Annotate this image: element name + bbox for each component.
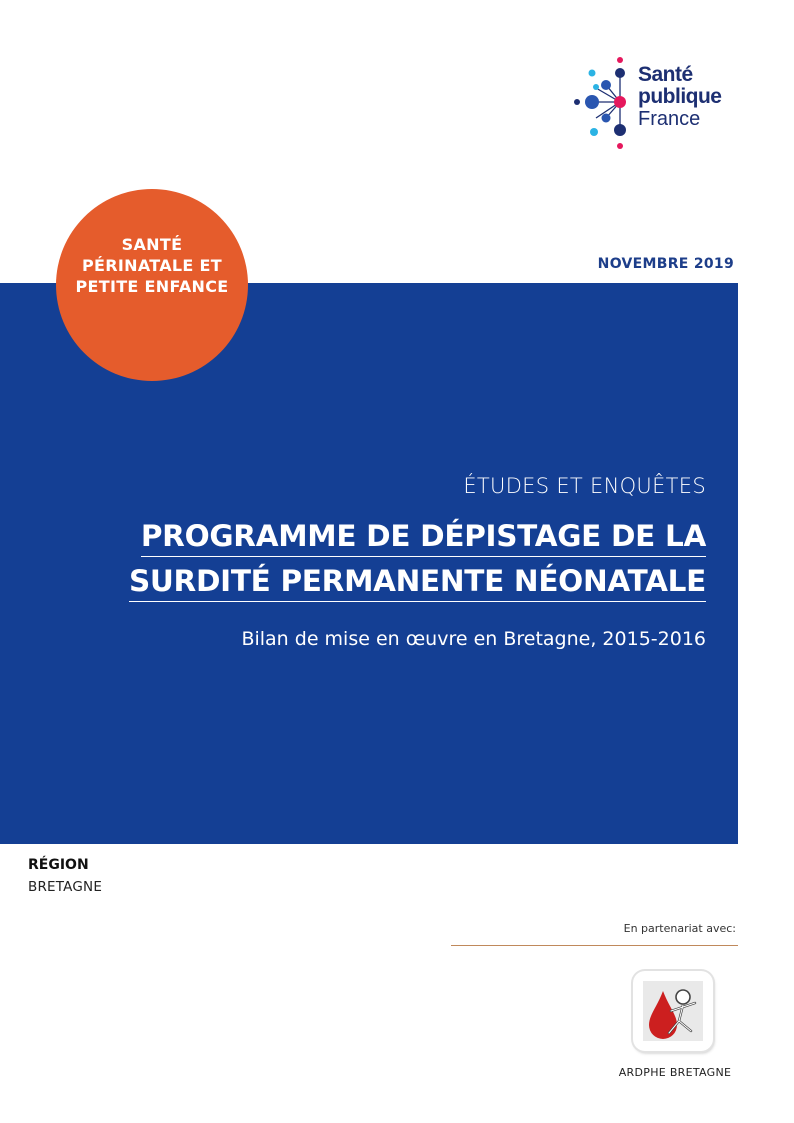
ardphe-drop-child-icon — [643, 981, 703, 1041]
badge-line-2: PÉRINATALE ET — [82, 255, 222, 275]
document-title — [60, 518, 706, 608]
badge-line-3: PETITE ENFANCE — [75, 276, 229, 296]
partner-divider — [451, 945, 738, 946]
partner-name: ARDPHE BRETAGNE — [618, 1066, 732, 1079]
region-label: RÉGION — [28, 857, 89, 873]
ardphe-logo — [633, 971, 713, 1051]
logo-text-line2: publique — [638, 85, 722, 108]
network-dots-icon — [572, 56, 636, 152]
series-kicker: ÉTUDES ET ENQUÊTES — [463, 474, 706, 498]
region-value: BRETAGNE — [28, 879, 103, 895]
logo-text-line1: Santé — [638, 63, 693, 86]
document-subtitle: Bilan de mise en œuvre en Bretagne, 2015-2016 — [241, 628, 706, 650]
santé-publique-france-logo — [572, 56, 752, 152]
logo-text-line3: France — [638, 108, 701, 130]
publication-date: NOVEMBRE 2019 — [597, 256, 734, 272]
partner-label: En partenariat avec: — [623, 922, 736, 935]
title-line-1: PROGRAMME DE DÉPISTAGE DE LA — [141, 518, 706, 557]
badge-line-1: SANTÉ — [121, 234, 183, 254]
theme-badge — [56, 189, 248, 381]
title-line-2: SURDITÉ PERMANENTE NÉONATALE — [129, 563, 706, 602]
